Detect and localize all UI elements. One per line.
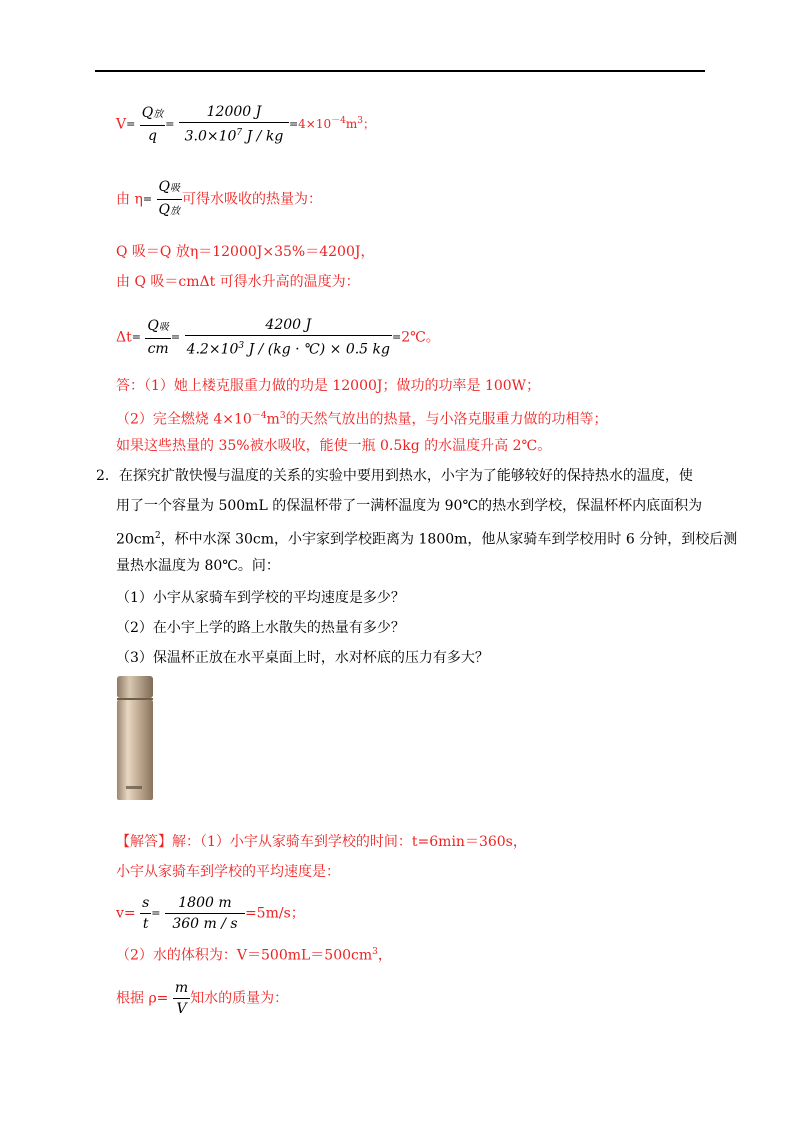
answer-2-b: m bbox=[266, 411, 280, 428]
eta-num-sub: 吸 bbox=[170, 183, 180, 194]
result-exp: －4 bbox=[331, 116, 346, 127]
question-3: （3）保温杯正放在水平桌面上时，水对杯底的压力有多大？ bbox=[116, 650, 489, 666]
rho-den: V bbox=[173, 998, 190, 1019]
question-2: （2）在小宇上学的路上水散失的热量有多少？ bbox=[116, 620, 405, 636]
fraction-4200-over-cm bbox=[185, 315, 392, 360]
result-unit: m bbox=[345, 117, 358, 132]
dt-den2-unit: J / (kg · ℃) × 0.5 kg bbox=[244, 341, 390, 358]
formula-volume: V= $\frac{\text{Q放}}{q}$ = $\frac{12000 J}{3.0\times 10^7 J / kg}$ $=4\times 10^{-4}m^3$； bbox=[116, 104, 376, 145]
fraction-12000-over-3e7 bbox=[179, 102, 289, 147]
velocity-den1: t bbox=[140, 913, 151, 934]
problem-2-line-4: 量热水温度为 80℃。问： bbox=[116, 558, 280, 574]
velocity-lhs: v= bbox=[116, 905, 136, 922]
answer-1: 答：（1）她上楼克服重力做的功是 12000J；做功的功率是 100W； bbox=[116, 378, 541, 394]
fraction-m-over-v bbox=[173, 978, 190, 1019]
solution-line-2: 小宇从家骑车到学校的平均速度是： bbox=[116, 864, 340, 880]
fraction-s-over-t bbox=[140, 893, 151, 934]
result-punct: ； bbox=[363, 117, 376, 132]
formula-delta-t: Δt= $\frac{\text{Q吸}}{cm}$ = $\frac{4200 J}{4.2\times 10^3 J / (kg \cdot ℃) \times 0.5 kg}$ =2℃。 bbox=[116, 317, 440, 358]
fraction-q-over-q bbox=[140, 103, 165, 146]
velocity-den2: 360 m / s bbox=[165, 913, 245, 934]
thermos-bottle-image bbox=[114, 674, 156, 802]
formula-velocity: v= $\frac{s}{t}$ = $\frac{1800 m}{360 m / s}$ =5m/s； bbox=[116, 895, 305, 932]
solution-rho bbox=[116, 978, 288, 1019]
dt-den2-base: 4.2×10 bbox=[186, 341, 239, 358]
numerator-q-sub: 放 bbox=[153, 108, 164, 120]
answer-3: 如果这些热量的 35%被水吸收，能使一瓶 0.5kg 的水温度升高 2℃。 bbox=[116, 438, 552, 454]
answer-2-exp2: 3 bbox=[279, 411, 286, 421]
formula-v-lhs: V bbox=[116, 116, 127, 133]
rho-prefix: 根据 ρ= bbox=[116, 990, 169, 1007]
dt-num1: Q bbox=[147, 317, 159, 334]
problem-2-line-1: 2．在探究扩散快慢与温度的关系的实验中要用到热水，小宇为了能够较好的保持热水的温度，使 bbox=[96, 468, 693, 484]
eta-prefix: 由 η bbox=[116, 191, 143, 208]
rho-num: m bbox=[174, 980, 189, 996]
answer-2-c: 的天然气放出的热量，与小洛克服重力做的功相等； bbox=[285, 411, 608, 428]
velocity-result: =5m/s； bbox=[244, 905, 305, 922]
solution-line-1 bbox=[116, 832, 527, 852]
answer-2-exp: －4 bbox=[251, 411, 267, 421]
problem-2-area: 20cm bbox=[116, 531, 155, 548]
solution-time: 解：（1）小宇从家骑车到学校的时间：t=6min＝360s， bbox=[172, 834, 527, 850]
q-absorbed-line: Q 吸＝Q 放η＝12000J×35%＝4200J， bbox=[116, 244, 375, 260]
dt-den1: cm bbox=[145, 338, 170, 359]
dt-num2: 4200 J bbox=[265, 317, 312, 333]
numerator-12000: 12000 J bbox=[206, 104, 262, 120]
question-1: （1）小宇从家骑车到学校的平均速度是多少？ bbox=[116, 590, 405, 606]
volume-exp: 3 bbox=[372, 947, 378, 957]
answer-2 bbox=[116, 406, 608, 430]
fraction-q-over-cm bbox=[145, 316, 170, 359]
header-rule bbox=[95, 70, 705, 72]
fraction-eta bbox=[157, 177, 182, 222]
problem-2-line-3 bbox=[116, 526, 737, 550]
problem-2-line-2: 用了一个容量为 500mL 的保温杯带了一满杯温度为 90℃的热水到学校，保温杯杯内底面积为 bbox=[116, 498, 703, 514]
answer-2-a: （2）完全燃烧 4×10 bbox=[116, 411, 252, 428]
velocity-num1: s bbox=[142, 895, 150, 911]
fraction-1800-over-360 bbox=[165, 893, 245, 934]
eta-den-sub: 放 bbox=[170, 206, 180, 217]
eta-num: Q bbox=[158, 179, 170, 195]
eta-den: Q bbox=[158, 202, 170, 218]
eta-intro: 由 η= $\frac{\text{Q吸}}{\text{Q放}}$ 可得水吸收的热量为： bbox=[116, 177, 322, 222]
volume-punct: ， bbox=[377, 947, 392, 964]
solution-volume bbox=[116, 942, 392, 966]
den-3e7-exp: 7 bbox=[236, 128, 243, 138]
numerator-q: Q bbox=[141, 104, 154, 121]
equals-sign: = bbox=[126, 117, 136, 131]
result-unit-exp: 3 bbox=[357, 116, 363, 127]
volume-text: （2）水的体积为：V＝500mL＝500cm bbox=[116, 947, 373, 964]
denominator-q: q bbox=[140, 125, 165, 146]
problem-2-line-3-rest: ，杯中水深 30cm，小宇家到学校距离为 1800m，他从家骑车到学校用时 6 分钟，到校后测 bbox=[160, 531, 738, 548]
problem-2-area-exp: 2 bbox=[154, 531, 161, 541]
dt-den2-exp: 3 bbox=[238, 341, 245, 351]
rho-suffix: 知水的质量为： bbox=[190, 990, 289, 1007]
dt-result: 2℃。 bbox=[401, 329, 440, 346]
dt-intro-line: 由 Q 吸＝cmΔt 可得水升高的温度为： bbox=[116, 274, 360, 290]
result-base: 4×10 bbox=[298, 117, 332, 132]
den-3e7-unit: J / kg bbox=[242, 128, 284, 145]
eta-suffix: 可得水吸收的热量为： bbox=[182, 191, 322, 208]
solution-tag: 【解答】 bbox=[116, 834, 172, 850]
dt-lhs: Δt bbox=[116, 329, 132, 346]
dt-num1-sub: 吸 bbox=[158, 321, 169, 333]
velocity-num2: 1800 m bbox=[178, 895, 232, 911]
den-3e7-base: 3.0×10 bbox=[184, 128, 237, 145]
